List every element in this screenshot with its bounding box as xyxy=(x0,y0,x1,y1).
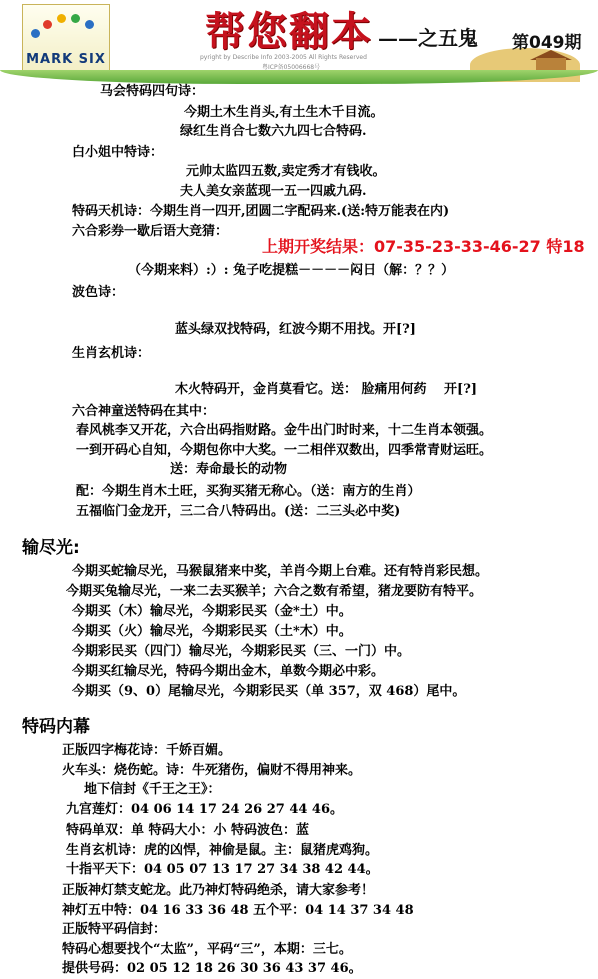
insider-line: 十指平天下：04 05 07 13 17 27 34 38 42 44。 xyxy=(66,862,379,877)
last-draw-result: 上期开奖结果：07-35-23-33-46-27 特18 xyxy=(262,237,585,256)
insider-line: 提供号码：02 05 12 18 26 30 36 43 37 46。 xyxy=(62,961,362,976)
section-heading-insider: 特码内幕 xyxy=(22,717,90,737)
lose-all-line: 今期买（火）输尽光，今期彩民买（土*木）中。 xyxy=(72,624,352,639)
lose-all-line: 今期买（木）输尽光，今期彩民买（金*土）中。 xyxy=(72,604,352,619)
verse-heading-secret: 特码天机诗：今期生肖一四开,团圆二字配码来.(送:特万能表在内) xyxy=(72,204,450,219)
page-header xyxy=(0,0,598,88)
insider-line: 神灯五中特：04 16 33 36 48 五个平：04 14 37 34 48 xyxy=(62,903,414,918)
logo-text: MARK SIX xyxy=(26,52,106,67)
insider-line: 正版神灯禁支蛇龙。此乃神灯特码绝杀，请大家参考！ xyxy=(62,883,375,898)
issue-number: 第049期 xyxy=(512,33,582,53)
page-title: 帮您翻本 xyxy=(205,8,373,55)
icp-text: 粤ICP备05006668号 xyxy=(262,64,321,71)
verse-heading-jockey-club: 马会特码四句诗： xyxy=(100,84,205,99)
color-verse-heading: 波色诗： xyxy=(72,285,125,300)
lose-all-line: 今期买蛇输尽光，马猴鼠猪来中奖，羊肖今期上台难。还有特肖彩民想。 xyxy=(72,564,489,579)
zodiac-verse-heading: 生肖玄机诗： xyxy=(72,346,151,361)
insider-line: 特码单双：单 特码大小：小 特码波色：蓝 xyxy=(66,823,310,838)
verse-line: 绿红生肖合七数六九四七合特码. xyxy=(180,124,367,139)
section-heading-lose-all: 输尽光: xyxy=(22,538,80,558)
riddle-line: （今期来料）:）: 兔子吃提糕－－－－闷日（解：？？） xyxy=(128,263,455,278)
insider-line: 火车头：烧伤蛇。诗：牛死猪伤，偏财不得用神来。 xyxy=(62,763,362,778)
lose-all-line: 今期买兔输尽光，一来二去买猴羊；六合之数有希望，猪龙要防有特平。 xyxy=(66,584,483,599)
insider-line: 特码心想要找个“太监”，平码“三”，本期：三七。 xyxy=(62,942,352,957)
child-verse-line: 春风桃李又开花，六合出码指财路。金牛出门时时来，十二生肖本领强。 xyxy=(76,423,493,438)
lose-all-line: 今期彩民买（四门）输尽光，今期彩民买（三、一门）中。 xyxy=(72,644,411,659)
insider-line: 正版四字梅花诗：千娇百媚。 xyxy=(62,743,232,758)
color-verse-line: 蓝头绿双找特码，红波今期不用找。开[?] xyxy=(175,322,416,337)
child-verse-line: 配：今期生肖木土旺，买狗买猪无称心。（送：南方的生肖） xyxy=(76,484,421,499)
lose-all-line: 今期买（9、0）尾输尽光，今期彩民买（单 357，双 468）尾中。 xyxy=(72,684,466,699)
insider-line: 生肖玄机诗：虎的凶悍，神偷是鼠。主：鼠猪虎鸡狗。 xyxy=(66,843,379,858)
insider-line: 地下信封《千王之王》： xyxy=(84,782,221,797)
verse-line: 今期土木生肖头,有土生木千目流。 xyxy=(184,105,384,120)
copyright-text: pyright by Describe Info 2003-2005 All Rights Reserved xyxy=(200,54,367,61)
insider-line: 九宫莲灯：04 06 14 17 24 26 27 44 46。 xyxy=(66,802,344,817)
lose-all-line: 今期买红输尽光，特码今期出金木，单数今期必中彩。 xyxy=(72,664,385,679)
child-verse-line: 一到开码心自知，今期包你中大奖。一二相伴双数出，四季常青财运旺。 xyxy=(76,443,493,458)
logo-balls-icon xyxy=(31,11,101,41)
mark-six-logo xyxy=(22,4,110,72)
page-subtitle: ——之五鬼 xyxy=(378,26,478,50)
child-verse-gift: 送：寿命最长的动物 xyxy=(170,462,288,477)
insider-line: 正版特平码信封： xyxy=(62,922,167,937)
child-verse-heading: 六合神童送特码在其中： xyxy=(72,404,216,419)
verse-line: 元帅太监四五数,卖定秀才有钱收。 xyxy=(186,164,386,179)
verse-line: 夫人美女亲蓝现一五一四戚九码. xyxy=(180,184,367,199)
verse-heading-miss-white: 白小姐中特诗： xyxy=(72,145,164,160)
child-verse-line: 五福临门金龙开，三二合八特码出。(送：二三头必中奖) xyxy=(76,504,401,519)
riddle-heading: 六合彩券一歇后语大竞猜： xyxy=(72,224,229,239)
zodiac-verse-line: 木火特码开，金肖莫看它。送： 脸痛用何药 开[?] xyxy=(175,382,477,397)
